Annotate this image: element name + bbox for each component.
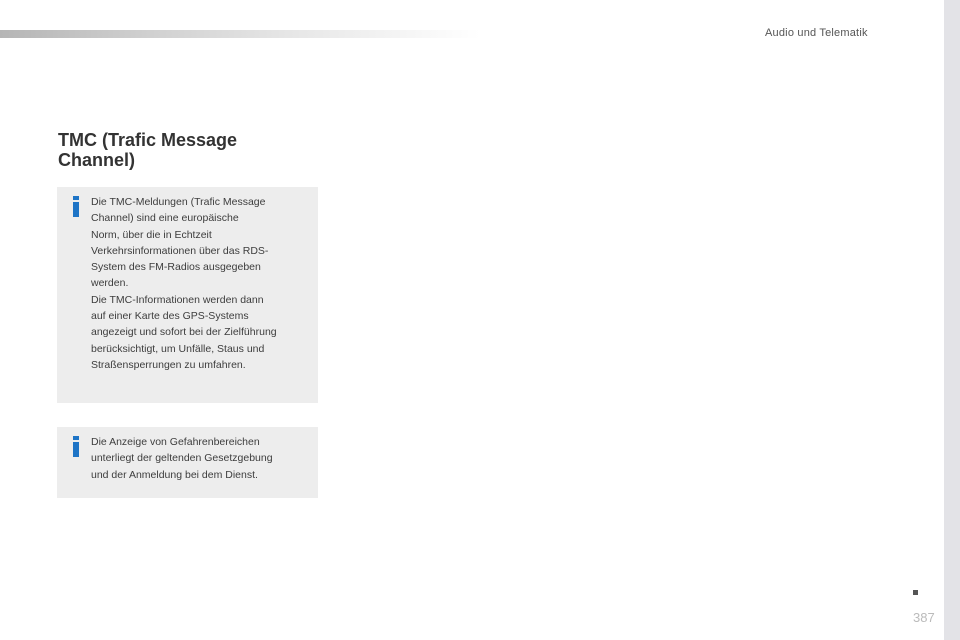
page-number: 387	[913, 610, 935, 625]
page-edge-strip	[944, 0, 960, 640]
page-title: TMC (Trafic Message Channel)	[58, 130, 238, 170]
header-gradient-bar	[0, 30, 480, 38]
info-box-hazard-zones	[57, 427, 318, 498]
info-icon	[73, 436, 79, 457]
section-label: Audio und Telematik	[765, 27, 868, 39]
page-marker	[913, 590, 918, 595]
info-box-tmc	[57, 187, 318, 403]
info-text: Die TMC-Meldungen (Trafic Message Channel) sind eine europäische Norm, über die in Echtzeit Verkehrsinformationen über das RDS- System des FM-Radios ausgegeben werden. Die TMC-Informationen werden dann auf einer Karte des GPS-Systems angezeigt und sofort bei der Zielführung berücksichtigt, um Unfälle, Staus und Straßensperrungen zu umfahren.	[91, 196, 277, 371]
info-icon	[73, 196, 79, 217]
info-text: Die Anzeige von Gefahrenbereichen unterliegt der geltenden Gesetzgebung und der Anmeldung bei dem Dienst.	[91, 436, 273, 481]
